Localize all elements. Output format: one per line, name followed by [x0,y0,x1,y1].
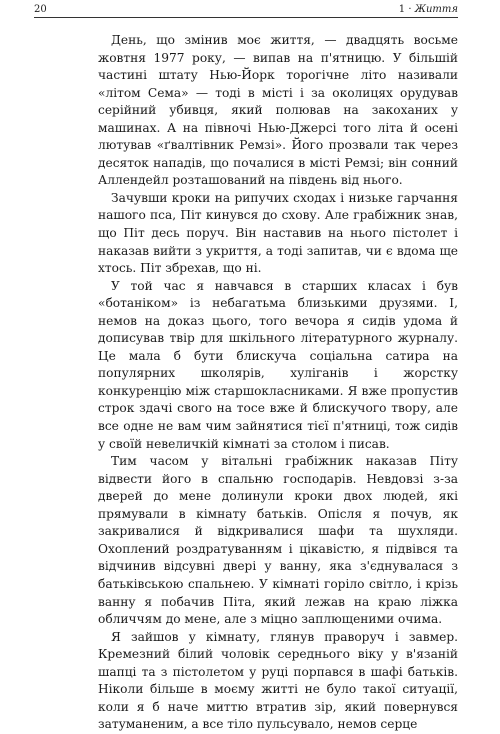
header-rule [34,17,458,18]
body-text [98,32,458,734]
running-head-separator: · [408,4,412,15]
running-head [399,4,458,15]
page-number: 20 [34,4,47,15]
page-header [34,4,458,18]
paragraph: День, що змінив моє життя, — двадцять восьме жовтня 1977 року, — випав на п'ятницю. У більшій частині штату Нью-Йорк торогічне літо називали «літом Сема» — тоді в місті і за околицях орудував серійний убивця, який полював на закоханих у машинах. А на півночі Нью-Джерсі того літа й осені лютував «ґвалтівник Ремзі». Його прозвали так через десяток нападів, що почалися в місті Ремзі; він сонний Аллендейл розташований на південь від нього. [98,33,458,188]
paragraph: Тим часом у вітальні грабіжник наказав Піту відвести його в спальню господарів. Невдовзі з-за дверей до мене долинули кроки двох людей, які прямували в кімнату батьків. Опісля я почув, як закривалися й відкривалися шафи та шухляди. Охоплений роздратуванням і цікавістю, я підвівся та відчинив відсувні двері у ванну, яка з'єднувалася з батьківською спальнею. У кімнаті горіло світло, і крізь ванну я побачив Піта, який лежав на краю ліжка обличчям до мене, але з міцно заплющеними очима. [98,454,458,627]
paragraph: У той час я навчався в старших класах і був «ботаніком» із небагатьма близькими друзями. І, немов на доказ цього, того вечора я сидів удома й дописував твір для шкільного літературного журналу. Це мала б бути блискуча соціальна сатира на популярних школярів, хуліганів і жорстку конкуренцію між старшокласниками. Я вже пропустив строк здачі свого на тосе вже й блискучого твору, але все одне не вам чим зайнятися тієї п'ятниці, тож сидів у своїй невеличкій кімнаті за столом і писав. [98,278,458,451]
paragraph: Я зайшов у кімнату, глянув праворуч і завмер. Кремезний білий чоловік середнього віку у в'язаній шапці та з пістолетом у руці порпався в шафі батьків. Ніколи більше в моєму житті не було такої ситуації, коли я б наче миттю втратив зір, який повернувся затуманеним, а все тіло пульсувало, немов серце [98,629,458,732]
paragraph: Зачувши кроки на рипучих сходах і низьке гарчання нашого пса, Піт кинувся до схову. Але грабіжник знав, що Піт десь поруч. Він наставив на нього пістолет і наказав вийти з укриття, а тоді запитав, чи є вдома ще хтось. Піт збрехав, що ні. [98,190,458,276]
chapter-number: 1 [398,4,406,15]
chapter-title: Життя [414,4,458,15]
